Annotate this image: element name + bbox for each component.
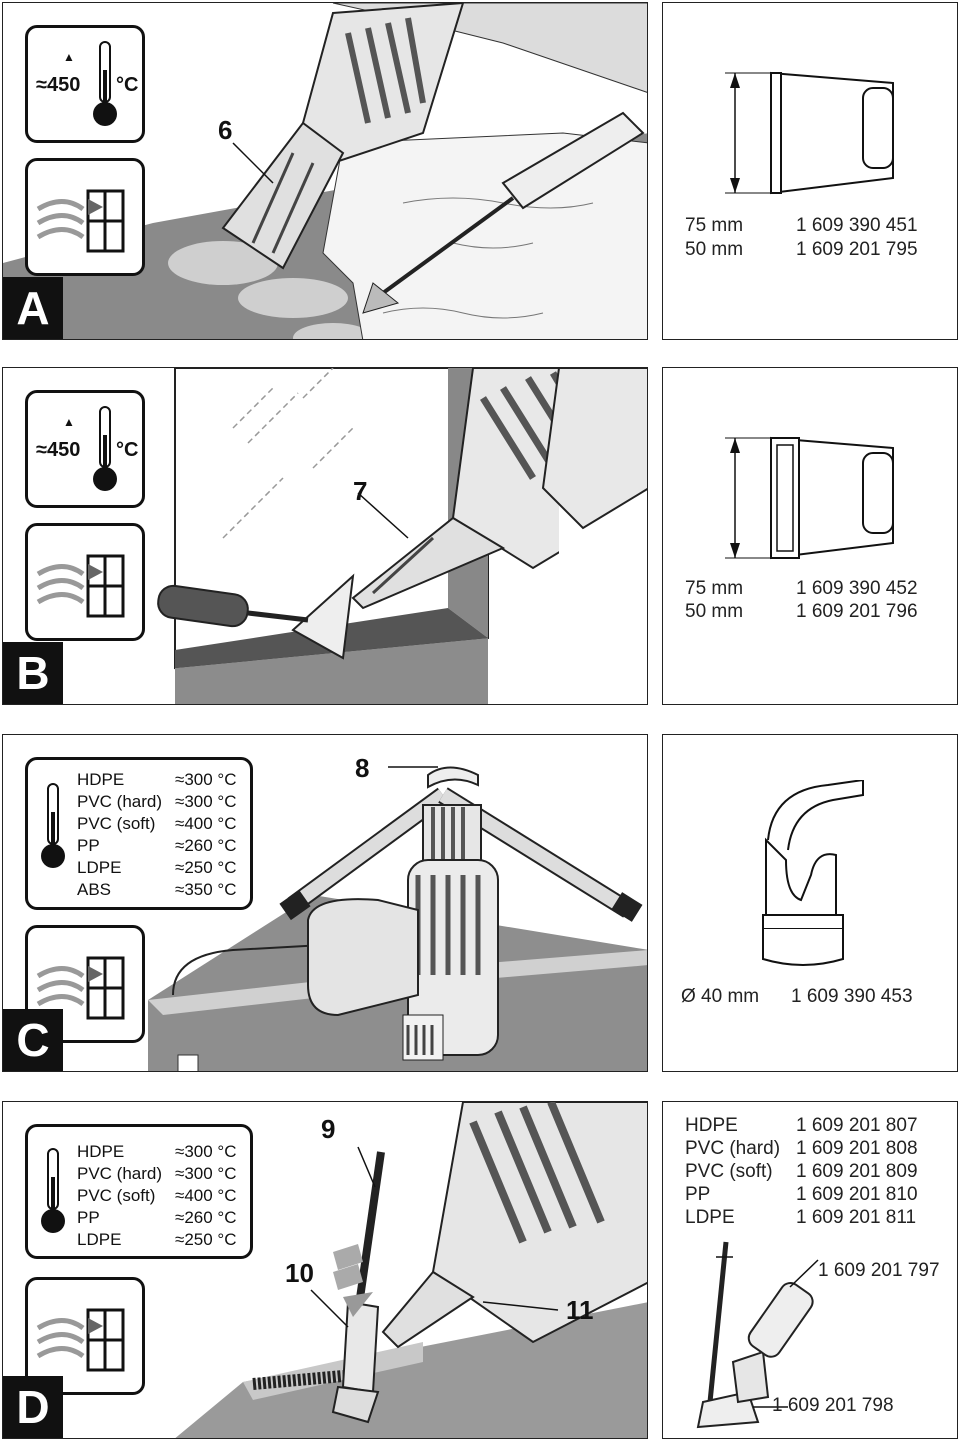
nozzle-number: 1 609 201 798 xyxy=(772,1395,894,1416)
material-name: PP xyxy=(77,836,100,855)
part-size: Ø 40 mm xyxy=(681,986,760,1007)
temperature-unit: °C xyxy=(116,439,139,461)
callout-number: 11 xyxy=(566,1295,594,1325)
material-temperature-box xyxy=(25,757,253,910)
part-number: 1 609 201 796 xyxy=(796,601,918,622)
callout-number: 7 xyxy=(353,476,368,506)
callout-number: 10 xyxy=(285,1258,314,1288)
window-airflow-icon xyxy=(33,536,138,631)
thermometer-icon xyxy=(38,782,68,872)
part-row xyxy=(685,215,743,237)
rod-material: LDPE xyxy=(685,1207,735,1228)
section-c-illustration-panel xyxy=(2,734,648,1072)
temperature-unit: °C xyxy=(116,74,139,96)
callout-number: 8 xyxy=(355,753,370,783)
material-temperature-box xyxy=(25,1124,253,1259)
section-letter: C xyxy=(3,1009,63,1071)
section-d-illustration-panel xyxy=(2,1101,648,1439)
thermometer-icon xyxy=(38,1147,68,1237)
material-temp: ≈300 °C xyxy=(175,770,237,789)
window-icon-box xyxy=(25,158,145,276)
section-a-parts-panel xyxy=(662,2,958,340)
rod-material: PVC (hard) xyxy=(685,1138,781,1159)
section-d-parts-panel xyxy=(662,1101,958,1439)
rod-material: PP xyxy=(685,1184,711,1205)
rod-material: PVC (soft) xyxy=(685,1161,773,1182)
material-name: PVC (soft) xyxy=(77,1186,156,1205)
rod-material: HDPE xyxy=(685,1115,738,1136)
material-name: LDPE xyxy=(77,1230,122,1249)
part-size: 50 mm xyxy=(685,601,744,622)
part-size: 75 mm xyxy=(685,578,744,599)
temperature-icon-box xyxy=(25,25,145,143)
temperature-value: ≈450 xyxy=(36,439,81,461)
material-name: LDPE xyxy=(77,858,122,877)
triangle-icon: ▲ xyxy=(63,415,75,429)
material-temp: ≈260 °C xyxy=(175,836,237,855)
section-a-illustration-panel xyxy=(2,2,648,340)
section-b-parts-panel xyxy=(662,367,958,705)
material-temp: ≈300 °C xyxy=(175,1164,237,1183)
nozzle-number: 1 609 201 797 xyxy=(818,1260,940,1281)
material-name: PVC (soft) xyxy=(77,814,156,833)
flat-nozzle-icon xyxy=(713,58,913,208)
part-number: 1 609 390 452 xyxy=(796,578,918,599)
section-c-parts-panel xyxy=(662,734,958,1072)
material-name: PVC (hard) xyxy=(77,1164,163,1183)
material-name: PP xyxy=(77,1208,100,1227)
material-temp: ≈250 °C xyxy=(175,1230,237,1249)
section-b-illustration-panel xyxy=(2,367,648,705)
part-number: 1 609 390 451 xyxy=(796,215,918,236)
material-temp: ≈300 °C xyxy=(175,1142,237,1161)
temperature-value: ≈450 xyxy=(36,74,81,96)
material-temp: ≈260 °C xyxy=(175,1208,237,1227)
rod-number: 1 609 201 810 xyxy=(796,1184,918,1205)
material-temp: ≈300 °C xyxy=(175,792,237,811)
part-size: 50 mm xyxy=(685,239,744,260)
part-row xyxy=(685,239,743,261)
section-letter: B xyxy=(3,642,63,704)
rod-number: 1 609 201 808 xyxy=(796,1138,918,1159)
part-number: 1 609 201 795 xyxy=(796,239,918,260)
reflector-nozzle-icon xyxy=(713,423,913,573)
material-name: HDPE xyxy=(77,770,125,789)
material-temp: ≈350 °C xyxy=(175,880,237,899)
window-icon-box xyxy=(25,523,145,641)
window-airflow-icon xyxy=(33,1290,138,1385)
rod-number: 1 609 201 811 xyxy=(796,1207,917,1228)
rod-number: 1 609 201 807 xyxy=(796,1115,918,1136)
section-letter: D xyxy=(3,1376,63,1438)
part-size: 75 mm xyxy=(685,215,744,236)
rod-number: 1 609 201 809 xyxy=(796,1161,918,1182)
callout-number: 9 xyxy=(321,1114,336,1144)
material-name: PVC (hard) xyxy=(77,792,163,811)
material-temp: ≈400 °C xyxy=(175,814,237,833)
callout-number: 6 xyxy=(218,115,233,145)
triangle-icon: ▲ xyxy=(63,50,75,64)
material-name: HDPE xyxy=(77,1142,125,1161)
window-airflow-icon xyxy=(33,171,138,266)
reflector-hook-nozzle-icon xyxy=(748,780,878,970)
material-temp: ≈400 °C xyxy=(175,1186,237,1205)
part-number: 1 609 390 453 xyxy=(791,986,913,1007)
temperature-icon-box xyxy=(25,390,145,508)
material-temp: ≈250 °C xyxy=(175,858,237,877)
material-name: ABS xyxy=(77,880,112,899)
section-letter: A xyxy=(3,277,63,339)
